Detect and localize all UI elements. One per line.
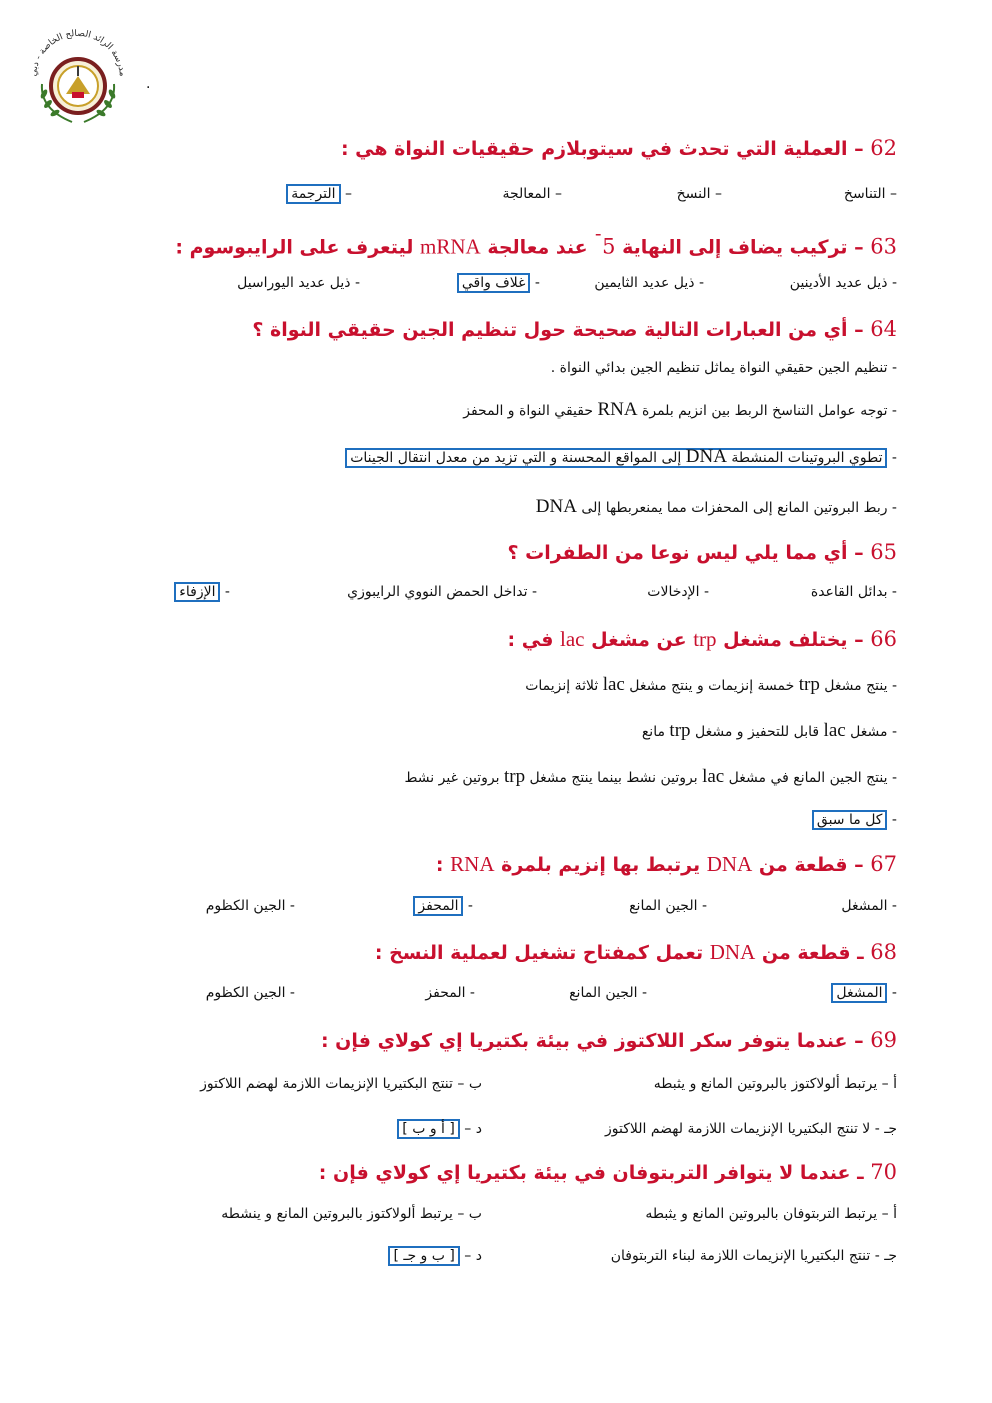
question-number: 66 xyxy=(870,627,897,651)
question-64 xyxy=(252,315,897,344)
question-number: 65 xyxy=(870,540,897,564)
answer-option[interactable]: – الترجمة xyxy=(286,183,352,205)
question-text: – أي من العبارات التالية صحيحة حول تنظيم الجين حقيقي النواة ؟ xyxy=(252,319,871,341)
question-number: 63 xyxy=(870,234,897,259)
selected-answer-box: كل ما سبق xyxy=(812,810,888,830)
option[interactable]: - ينتج مشغل trp خمسة إنزيمات و ينتج مشغل lac ثلاثة إنزيمات xyxy=(525,674,897,695)
question-70 xyxy=(319,1158,897,1187)
option[interactable]: - توجه عوامل التناسخ الربط بين انزيم بلمرة RNA حقيقي النواة و المحفز xyxy=(463,399,897,420)
answer-option[interactable]: د – [ أ و ب ] xyxy=(397,1118,482,1140)
option[interactable]: - بدائل القاعدة xyxy=(810,584,897,600)
answer-option[interactable]: - المحفز xyxy=(413,895,473,917)
question-number: 70 xyxy=(870,1160,897,1184)
question-69 xyxy=(321,1026,897,1055)
question-62 xyxy=(341,134,897,163)
selected-answer-box: المحفز xyxy=(413,896,463,916)
answer-option[interactable]: - غلاف واقي xyxy=(457,272,540,294)
option[interactable]: ب – يرتبط ألولاكتوز بالبروتين المانع و ينشطه xyxy=(221,1206,482,1222)
question-63: 63 – تركيب يضاف إلى النهاية $5^ˉ$ عند معالجة mRNA ليتعرف على الرايبوسوم : xyxy=(175,231,897,259)
option[interactable]: - ينتج الجين المانع في مشغل lac بروتين نشط بينما ينتج مشغل trp بروتين غير نشط xyxy=(404,766,897,787)
header-dot: . xyxy=(146,76,151,92)
option[interactable]: ب – تنتج البكتيريا الإنزيمات اللازمة لهضم اللاكتوز xyxy=(200,1076,482,1092)
question-text: – العملية التي تحدث في سيتوبلازم حقيقيات النواة هي : xyxy=(340,138,871,160)
question-66: 66 – يختلف مشغل trp عن مشغل lac في : xyxy=(507,627,897,651)
option[interactable]: - المشغل xyxy=(841,898,897,914)
question-text: – أي مما يلي ليس نوعا من الطفرات ؟ xyxy=(507,542,871,564)
option[interactable]: - الجين المانع xyxy=(629,898,707,914)
option[interactable]: - الجين المانع xyxy=(569,985,647,1001)
option[interactable]: - الجين الكظوم xyxy=(205,898,295,914)
option[interactable]: - ذيل عديد الثايمين xyxy=(594,275,704,291)
question-number: 67 xyxy=(870,852,897,876)
answer-option[interactable]: - الإزفاء xyxy=(174,581,230,603)
option[interactable]: جـ - لا تنتج البكتيريا الإنزيمات اللازمة لهضم اللاكتوز xyxy=(605,1121,897,1137)
question-67: 67 – قطعة من DNA يرتبط بها إنزيم بلمرة RNA : xyxy=(435,852,897,876)
question-number: 62 xyxy=(870,136,897,160)
option[interactable]: – التناسخ xyxy=(843,186,897,202)
option[interactable]: - تداخل الحمض النووي الرايبوزي xyxy=(347,584,537,600)
answer-option[interactable]: - تطوي البروتينات المنشطة DNA إلى المواقع المحسنة و التي تزيد من معدل انتقال الجينات xyxy=(345,445,897,470)
option[interactable]: - ذيل عديد الأدينين xyxy=(789,275,897,291)
question-number: 68 xyxy=(870,940,897,964)
question-68: 68 ـ قطعة من DNA تعمل كمفتاح تشغيل لعملية النسخ : xyxy=(374,940,897,964)
option[interactable]: - الجين الكظوم xyxy=(205,985,295,1001)
option[interactable]: - المحفز xyxy=(425,985,475,1001)
question-text: ـ عندما لا يتوافر التربتوفان في بيئة بكتيريا إي كولاي فإن : xyxy=(318,1162,871,1184)
option[interactable]: - تنظيم الجين حقيقي النواة يماثل تنظيم الجين بدائي النواة . xyxy=(550,360,897,376)
option[interactable]: - ربط البروتين المانع إلى المحفزات مما يمنعربطها إلى DNA xyxy=(535,496,897,517)
option[interactable]: جـ - تنتج البكتيريا الإنزيمات اللازمة لبناء التربتوفان xyxy=(610,1248,897,1264)
selected-answer-box: الترجمة xyxy=(286,184,340,204)
question-number: 69 xyxy=(870,1028,897,1052)
answer-option[interactable]: - كل ما سبق xyxy=(812,808,897,832)
selected-answer-box: تطوي البروتينات المنشطة DNA إلى المواقع المحسنة و التي تزيد من معدل انتقال الجينات xyxy=(345,448,887,468)
selected-answer-box: [ أ و ب ] xyxy=(397,1119,460,1139)
answer-option[interactable]: د – [ ب و جـ ] xyxy=(388,1245,482,1267)
selected-answer-box: الإزفاء xyxy=(174,582,220,602)
school-name-arc: مدرسة الرائد الصالح الخاصة - دبي xyxy=(28,28,128,77)
school-logo xyxy=(22,14,134,132)
question-number: 64 xyxy=(870,317,897,341)
option[interactable]: أ – يرتبط التربتوفان بالبروتين المانع و يثبطه xyxy=(645,1206,897,1222)
school-emblem-icon xyxy=(22,14,134,132)
option[interactable]: - ذيل عديد اليوراسيل xyxy=(237,275,360,291)
option[interactable]: – المعالجة xyxy=(502,186,562,202)
option[interactable]: – النسخ xyxy=(676,186,722,202)
selected-answer-box: غلاف واقي xyxy=(457,273,531,293)
option[interactable]: - مشغل lac قابل للتحفيز و مشغل trp مانع xyxy=(641,720,897,741)
selected-answer-box: المشغل xyxy=(831,983,887,1003)
selected-answer-box: [ ب و جـ ] xyxy=(388,1246,459,1266)
answer-option[interactable]: - المشغل xyxy=(831,982,897,1004)
question-65 xyxy=(508,538,898,567)
option[interactable]: - الإدخالات xyxy=(647,584,709,600)
option[interactable]: أ – يرتبط ألولاكتوز بالبروتين المانع و يثبطه xyxy=(653,1076,897,1092)
question-text: – عندما يتوفر سكر اللاكتوز في بيئة بكتيريا إي كولاي فإن : xyxy=(320,1030,871,1052)
